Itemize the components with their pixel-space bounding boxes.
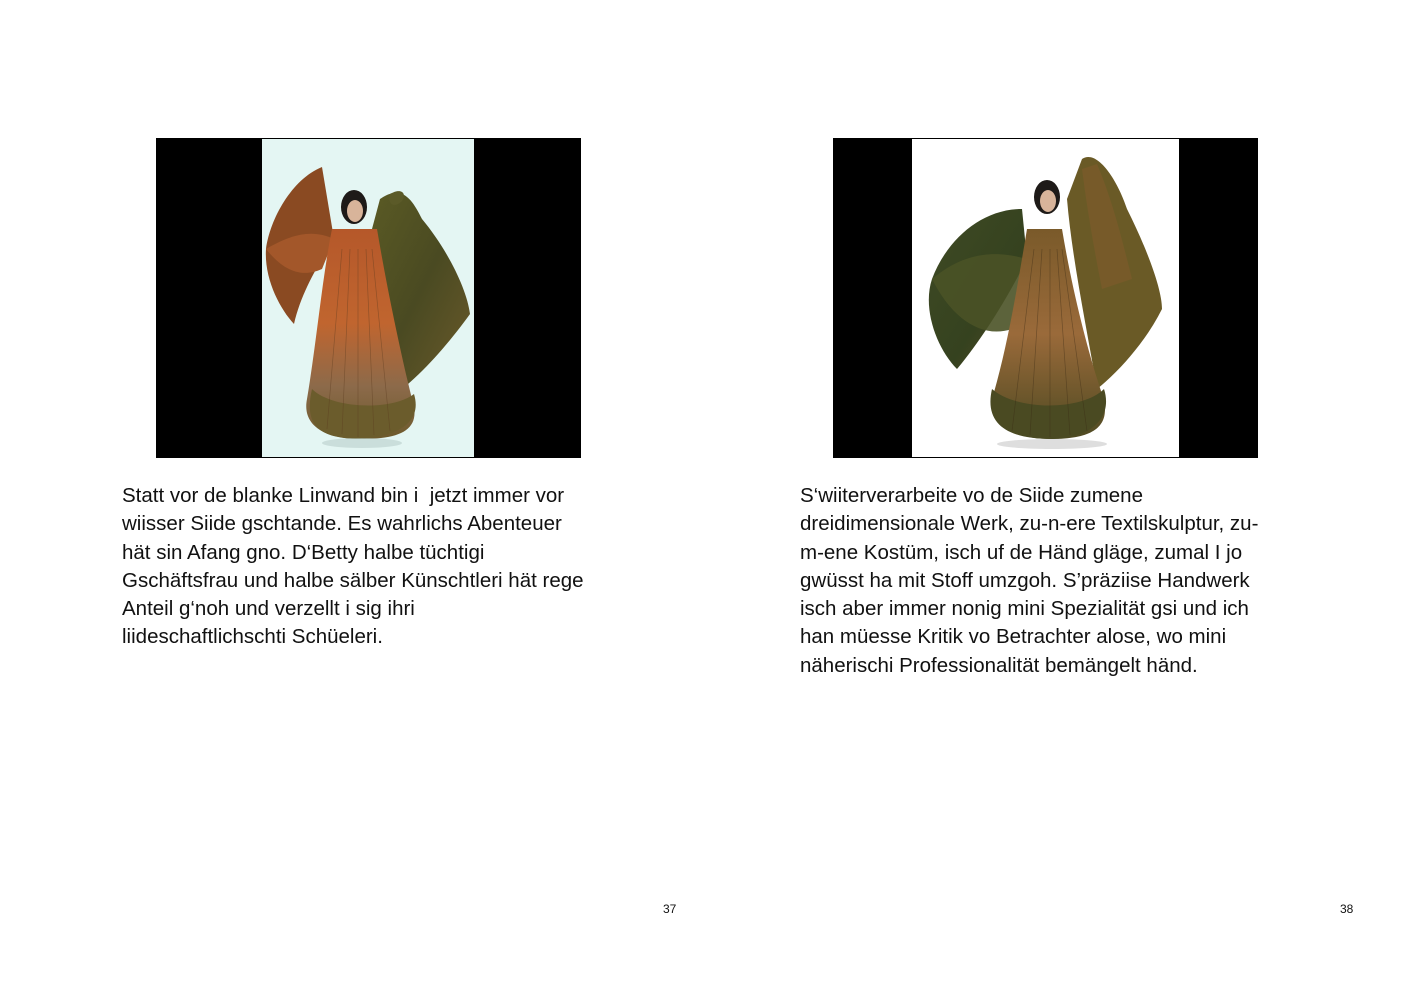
page-number: 38 [1340,902,1354,916]
page-38 [707,0,1414,1000]
body-text: S‘wiiterverarbeite vo de Siide zumene dreidimensionale Werk, zu-n-ere Textilskulptur, zu- m-ene Kostüm, isch uf de Händ gläge, zumal I jo gwüsst ha mit Stoff umzgoh. S’präziise Handwerk isch aber immer nonig mini Spezialität gsi und ich han müesse Kritik vo Betrachter alose, wo mini näherischi Professionalität bemängelt händ. [800,484,1259,677]
costume-photo [912,139,1179,457]
costume-illustration [912,139,1179,457]
costume-illustration [262,139,474,457]
page-number: 37 [663,902,677,916]
costume-photo [262,139,474,457]
photo-frame [833,138,1258,458]
body-text: Statt vor de blanke Linwand bin i jetzt immer vor wiisser Siide gschtande. Es wahrlichs Abenteuer hät sin Afang gno. D‘Betty halbe tüchtigi Gschäftsfrau und halbe sälber Künschtleri hät rege Anteil g‘noh und verzellt i sig ihri liideschaftlichschti Schüeleri. [122,484,584,649]
photo-frame [156,138,581,458]
